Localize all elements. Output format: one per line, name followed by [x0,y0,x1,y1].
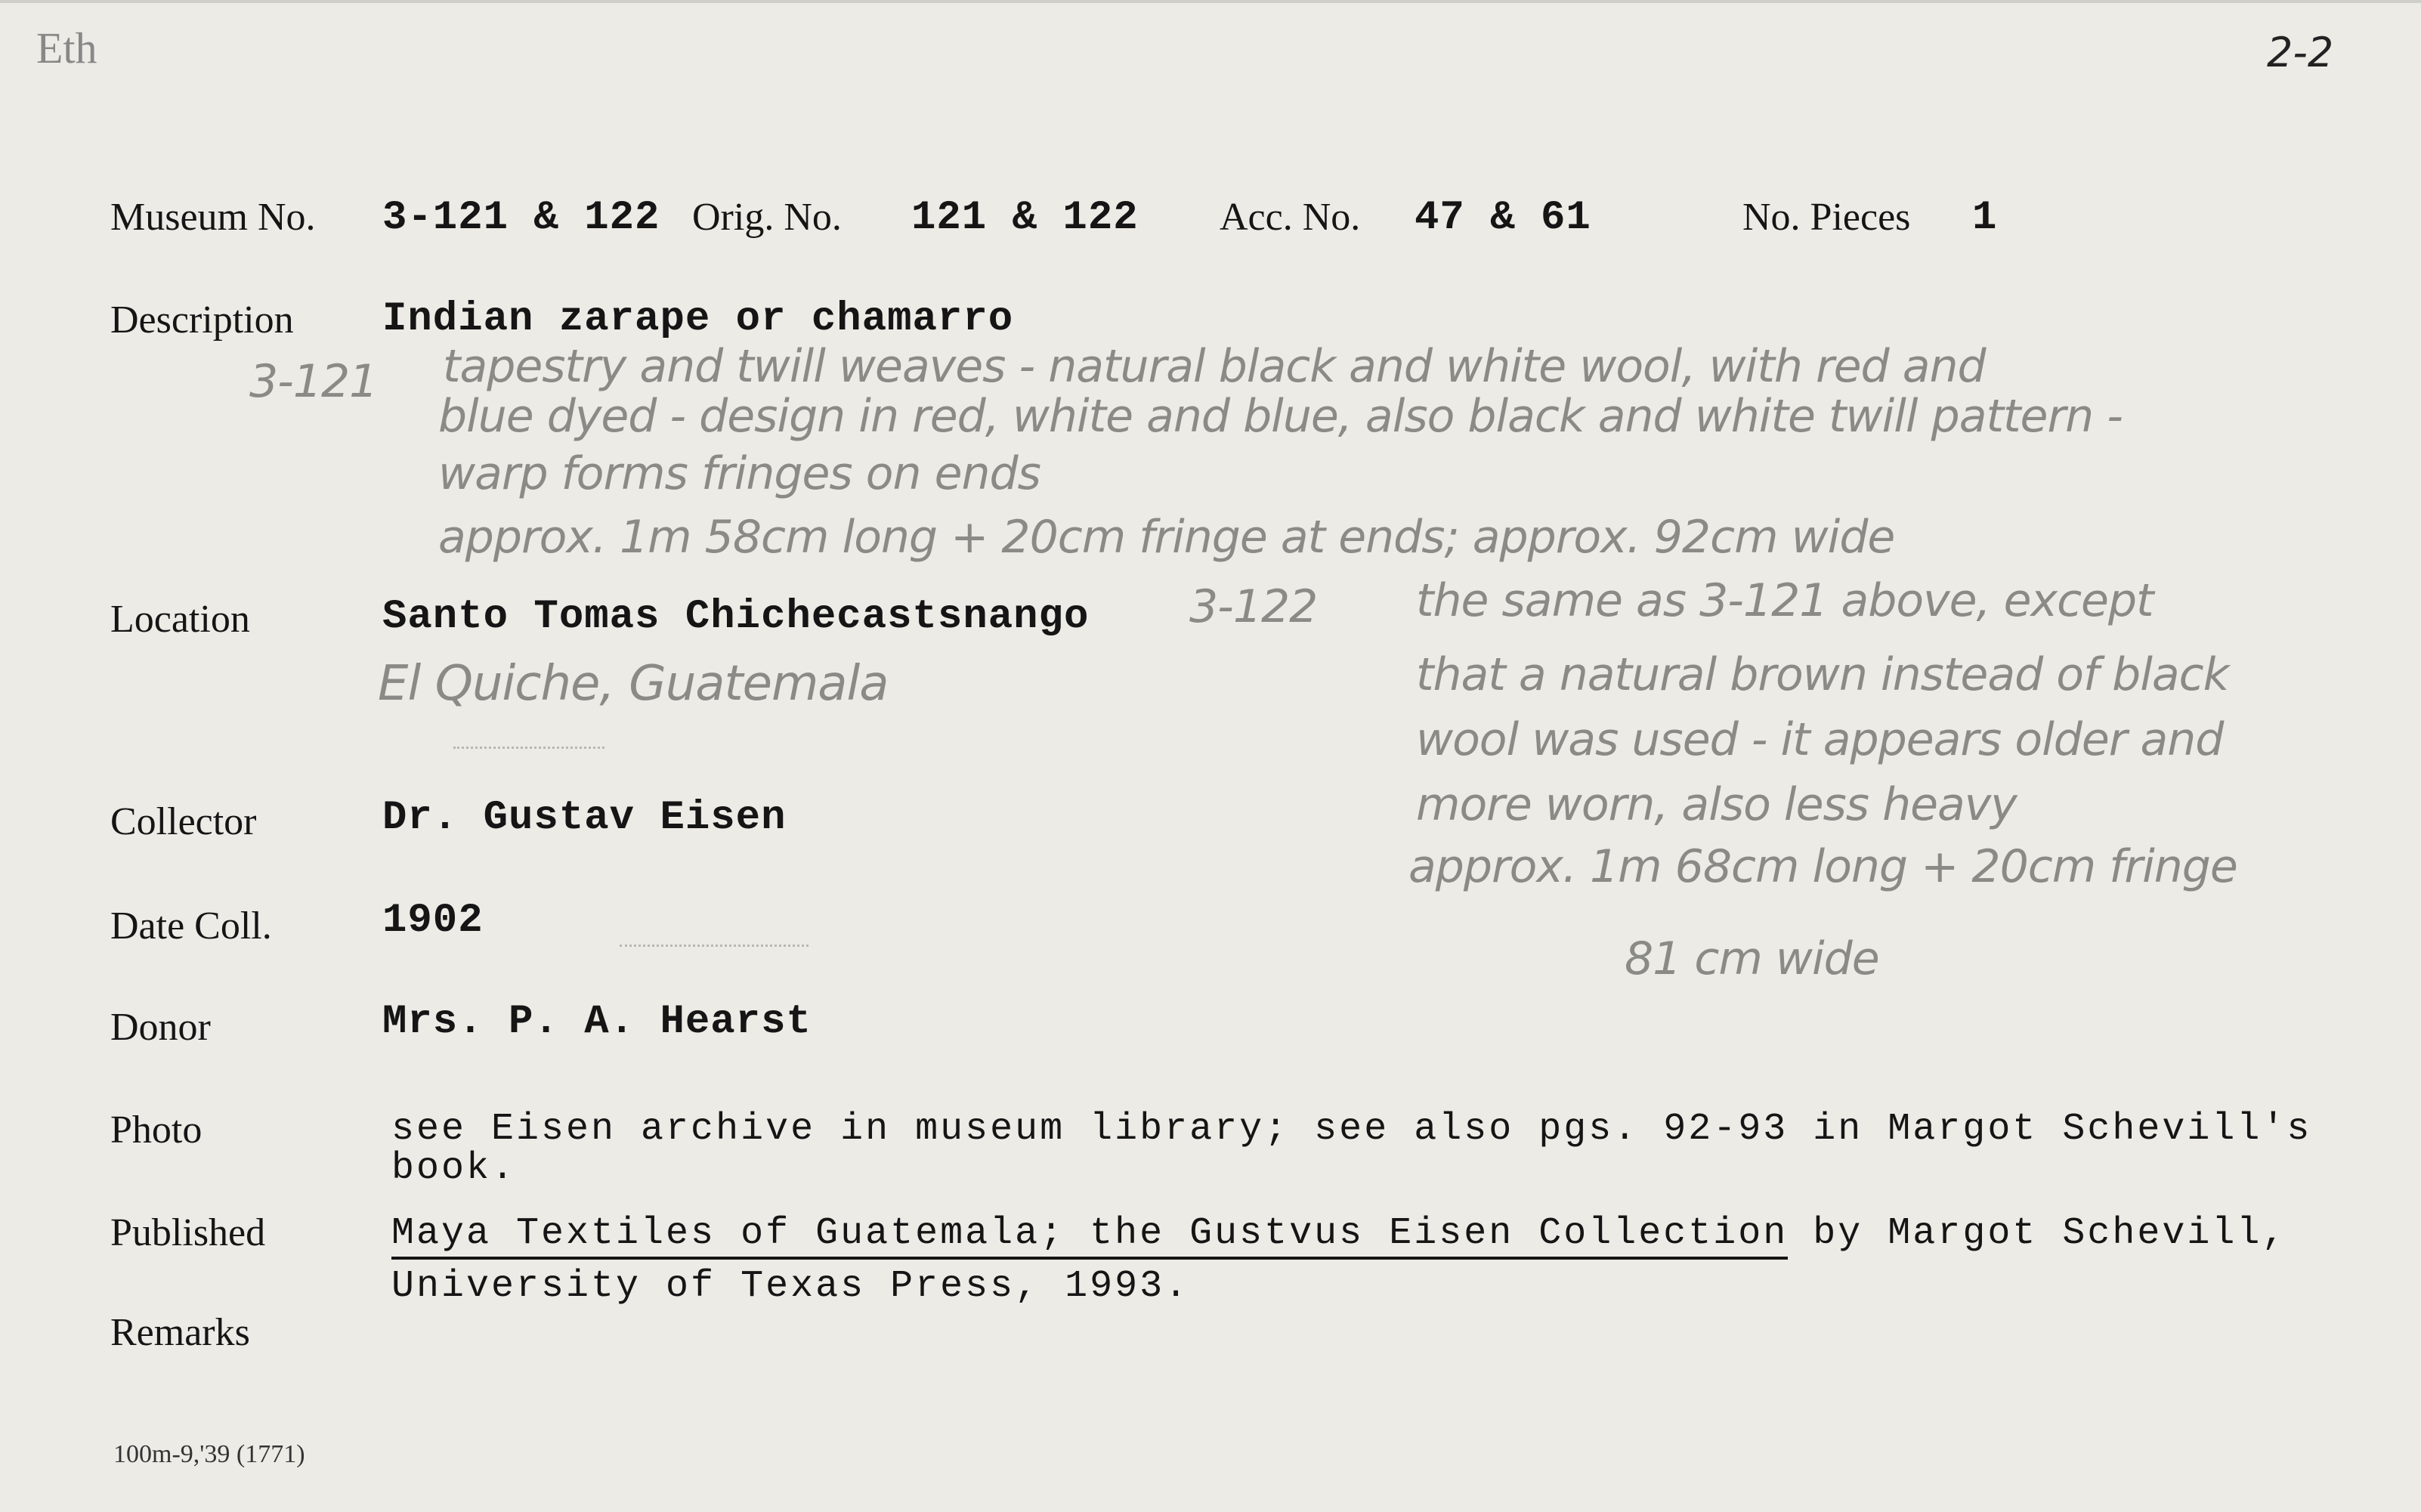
published-value-line1 [391,1212,2286,1255]
photo-value-line2: book. [391,1147,517,1190]
corner-label-left: Eth [36,23,97,73]
dotted-rule [620,945,809,947]
location-label: Location [110,598,250,641]
handwritten-desc-number: 3-121 [249,355,378,408]
date-coll-label: Date Coll. [110,904,272,948]
handwritten-item2-line3: wool was used - it appears older and [1416,713,2224,766]
orig-no-label: Orig. No. [692,196,842,239]
handwritten-desc-line3: warp forms fringes on ends [438,447,1040,500]
published-book-title: Maya Textiles of Guatemala; the Gustvus Eisen Collection [391,1212,1788,1260]
published-label: Published [110,1211,266,1254]
handwritten-item2-line6: 81 cm wide [1625,932,1879,985]
photo-label: Photo [110,1108,203,1152]
handwritten-item2-line5: approx. 1m 68cm long + 20cm fringe [1408,840,2237,893]
published-value-line2: University of Texas Press, 1993. [391,1265,1190,1308]
no-pieces-label: No. Pieces [1742,196,1911,239]
museum-no-label: Museum No. [110,196,316,239]
handwritten-item2-line1: the same as 3-121 above, except [1416,574,2154,627]
form-code: 100m-9,'39 (1771) [113,1440,305,1468]
handwritten-desc-line4: approx. 1m 58cm long + 20cm fringe at ends; approx. 92cm wide [438,511,1895,564]
collector-label: Collector [110,800,257,843]
no-pieces-value: 1 [1972,195,1998,241]
handwritten-location-line2: El Quiche, Guatemala [378,656,889,712]
photo-value-line1: see Eisen archive in museum library; see also pgs. 92-93 in Margot Schevill's [391,1108,2312,1151]
location-value: Santo Tomas Chichecastsnango [382,594,1090,640]
museum-no-value: 3-121 & 122 [382,195,660,241]
published-author: by Margot Schevill, [1788,1212,2287,1255]
acc-no-label: Acc. No. [1220,196,1361,239]
handwritten-desc-line2: blue dyed - design in red, white and blue, also black and white twill pattern - [438,390,2123,443]
collector-value: Dr. Gustav Eisen [382,795,787,841]
donor-value: Mrs. P. A. Hearst [382,999,812,1045]
remarks-label: Remarks [110,1311,250,1354]
acc-no-value: 47 & 61 [1415,195,1591,241]
handwritten-item2-number: 3-122 [1189,580,1318,633]
handwritten-desc-line1: tapestry and twill weaves - natural black and white wool, with red and [443,340,1986,393]
orig-no-value: 121 & 122 [911,195,1139,241]
date-coll-value: 1902 [382,898,484,944]
corner-label-right: 2-2 [2267,29,2334,76]
dotted-rule [453,747,604,749]
handwritten-item2-line4: more worn, also less heavy [1416,778,2017,831]
description-label: Description [110,298,294,342]
handwritten-item2-line2: that a natural brown instead of black [1416,648,2229,701]
donor-label: Donor [110,1006,211,1049]
description-value: Indian zarape or chamarro [382,296,1014,342]
